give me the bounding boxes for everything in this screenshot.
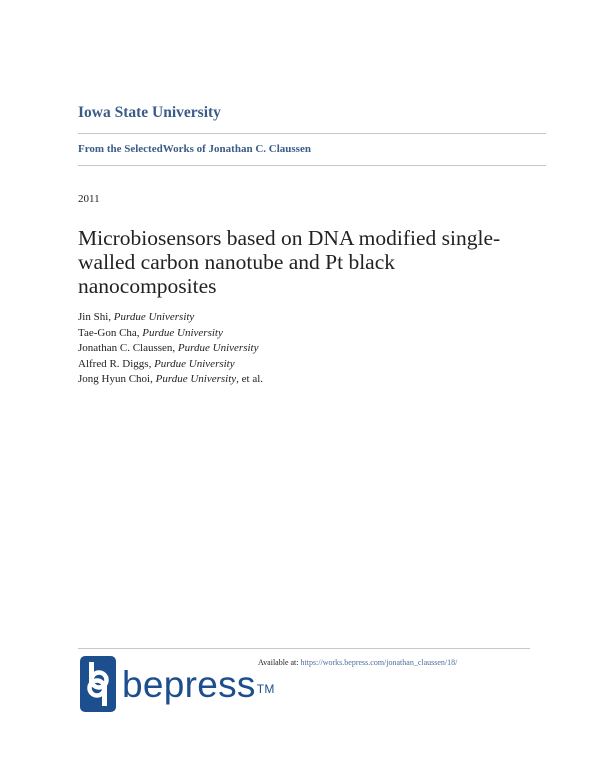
author-separator: , <box>148 357 155 370</box>
author-affiliation: Purdue University <box>177 342 259 354</box>
available-url-link[interactable]: https://works.bepress.com/jonathan_claussen/18/ <box>300 658 458 667</box>
author-name: Jin Shi <box>78 311 109 323</box>
paper-title <box>78 226 528 298</box>
author-separator: , <box>108 311 114 323</box>
institution-name[interactable]: Iowa State University <box>78 104 221 121</box>
author-affiliation: Purdue University <box>155 373 237 385</box>
author-name: Jonathan C. Claussen <box>78 342 173 354</box>
author-entry <box>78 357 263 373</box>
author-entry <box>78 310 263 326</box>
author-affiliation: Purdue University <box>113 311 195 323</box>
available-label: Available at: <box>258 658 301 667</box>
collection-link[interactable]: From the SelectedWorks of Jonathan C. Claussen <box>78 143 311 155</box>
author-affiliation: Purdue University <box>142 326 223 339</box>
available-at <box>258 658 457 667</box>
author-name: Alfred R. Diggs <box>78 357 149 370</box>
author-name: Tae-Gon Cha <box>78 326 137 339</box>
title-line: walled carbon nanotube and Pt black <box>78 250 396 274</box>
publication-year: 2011 <box>78 193 100 205</box>
bepress-logo-icon <box>80 656 116 712</box>
title-line: Microbiosensors based on DNA modified single- <box>78 226 501 250</box>
footer-divider <box>78 648 530 649</box>
author-entry <box>78 326 263 342</box>
divider <box>78 165 546 166</box>
bepress-logo[interactable] <box>80 656 275 712</box>
title-line: nanocomposites <box>78 274 217 298</box>
author-list <box>78 310 263 388</box>
trademark: TM <box>256 682 275 696</box>
bepress-logo-text <box>122 665 275 705</box>
author-suffix: , et al. <box>236 373 264 385</box>
author-separator: , <box>136 326 143 339</box>
author-separator: , <box>172 342 178 354</box>
author-entry <box>78 341 263 357</box>
author-separator: , <box>150 373 156 385</box>
author-name: Jong Hyun Choi <box>78 373 151 385</box>
author-entry <box>78 372 263 388</box>
divider <box>78 133 546 134</box>
logo-wordmark: bepress <box>122 664 256 705</box>
author-affiliation: Purdue University <box>154 357 235 370</box>
